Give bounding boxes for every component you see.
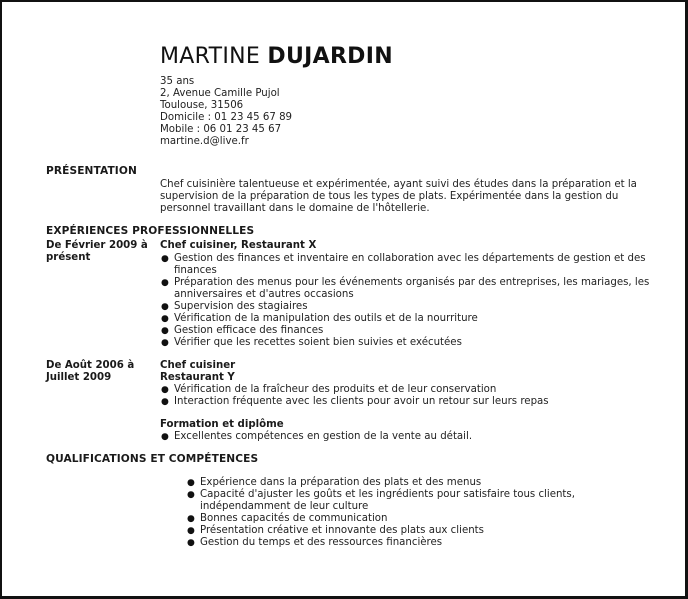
list-item: ● Gestion des finances et inventaire en collaboration avec les départements de gestion et des finances	[160, 253, 660, 277]
contact-mobile-phone: Mobile : 06 01 23 45 67	[160, 124, 282, 135]
job-2-date: De Août 2006 à Juillet 2009	[46, 360, 135, 383]
first-name: MARTINE	[160, 44, 261, 69]
candidate-name	[160, 44, 393, 69]
formation-title: Formation et diplôme	[160, 419, 284, 430]
contact-street: 2, Avenue Camille Pujol	[160, 88, 280, 99]
last-name: DUJARDIN	[267, 44, 393, 69]
list-item: ● Présentation créative et innovante des plats aux clients	[186, 525, 606, 537]
job-2-title: Chef cuisiner	[160, 360, 236, 371]
list-item: ● Expérience dans la préparation des plats et des menus	[186, 477, 606, 489]
list-item: ● Vérification de la manipulation des outils et de la nourriture	[160, 313, 660, 325]
list-item: ● Préparation des menus pour les événements organisés par des entreprises, les mariages, les anniversaires et d'autres occasions	[160, 277, 660, 301]
list-item: ● Interaction fréquente avec les clients pour avoir un retour sur leurs repas	[160, 396, 660, 408]
list-item: ● Supervision des stagiaires	[160, 301, 660, 313]
list-item: ● Excellentes compétences en gestion de la vente au détail.	[160, 431, 660, 443]
list-item: ● Bonnes capacités de communication	[186, 513, 606, 525]
presentation-text: Chef cuisinière talentueuse et expérimentée, ayant suivi des études dans la préparation et la supervision de la préparation de tous les types de plats. Expérimentée dans la gestion du personnel travaillant dans le domaine de l'hôtellerie.	[160, 179, 637, 214]
contact-email: martine.d@live.fr	[160, 136, 249, 147]
list-item: ● Vérifier que les recettes soient bien suivies et exécutées	[160, 337, 660, 349]
contact-city: Toulouse, 31506	[160, 100, 244, 111]
experiences-heading: EXPÉRIENCES PROFESSIONNELLES	[46, 225, 255, 237]
qualifications-heading: QUALIFICATIONS ET COMPÉTENCES	[46, 453, 259, 465]
formation-list	[160, 431, 660, 443]
list-item: ● Gestion du temps et des ressources financières	[186, 537, 606, 549]
qualifications-list	[186, 477, 606, 549]
list-item: ● Gestion efficace des finances	[160, 325, 660, 337]
job-2-tasks	[160, 384, 660, 408]
contact-age: 35 ans	[160, 76, 195, 87]
job-1-title: Chef cuisiner, Restaurant X	[160, 240, 317, 251]
contact-home-phone: Domicile : 01 23 45 67 89	[160, 112, 293, 123]
job-1-tasks	[160, 253, 660, 349]
presentation-heading: PRÉSENTATION	[46, 165, 137, 177]
job-1-date: De Février 2009 à présent	[46, 240, 148, 263]
list-item: ● Vérification de la fraîcheur des produits et de leur conservation	[160, 384, 660, 396]
list-item: ● Capacité d'ajuster les goûts et les ingrédients pour satisfaire tous clients, indépendamment de leur culture	[186, 489, 606, 513]
contact-block	[160, 76, 292, 148]
job-2-employer: Restaurant Y	[160, 372, 235, 383]
